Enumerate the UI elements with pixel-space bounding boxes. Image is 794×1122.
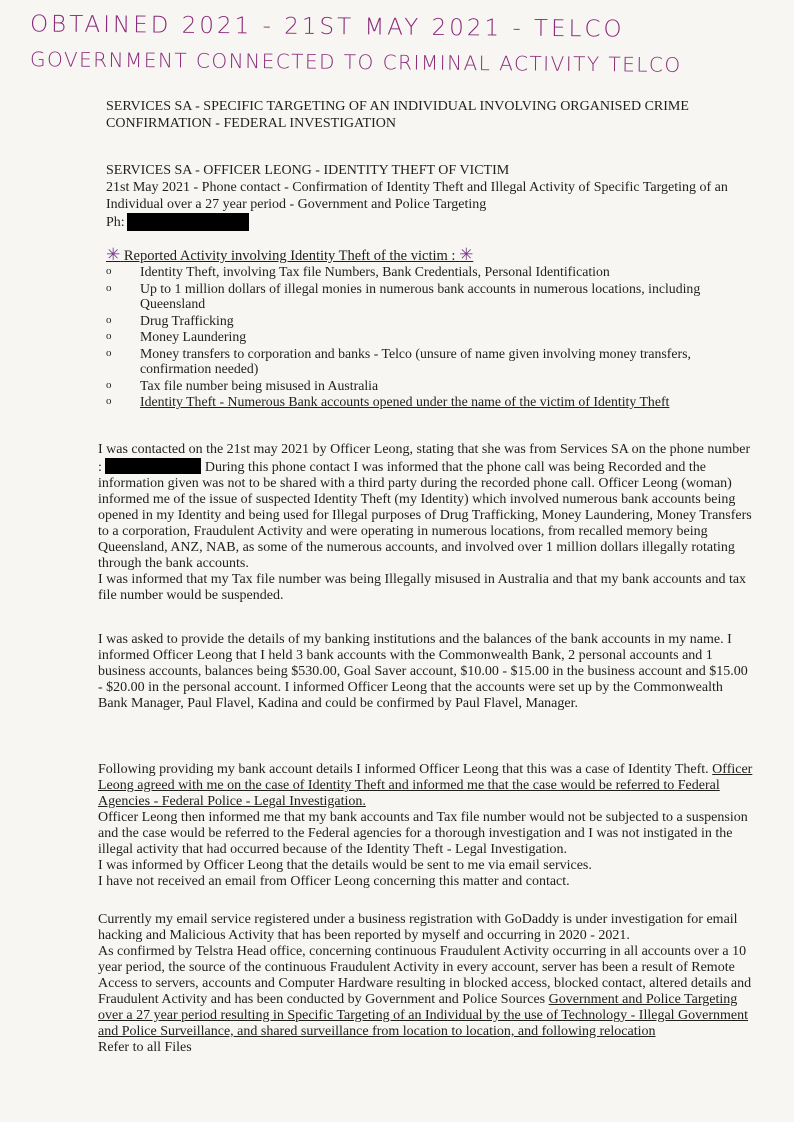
paragraph-identity-theft xyxy=(98,762,754,890)
paragraph-text: During this phone contact I was informed that the phone call was being Recorded and the information given was not to be shared with a third party during the recorded phone call. Officer Leong (woman) informed me of the issue of suspected Identity Theft (my Identity) which involved numerous bank accounts being opened in my Identity and being used for Illegal purposes of Drug Trafficking, Money Laundering, Money Transfers to a corporation, Fraudulent Activity and were operating in numerous locations, from recalled memory being Queensland, ANZ, NAB, as some of the numerous accounts, and involved over 1 million dollars illegally rotating through the bank accounts. xyxy=(98,460,752,571)
list-item: o Money Laundering xyxy=(100,329,760,345)
paragraph-contact xyxy=(98,442,754,604)
redacted-phone-block xyxy=(127,213,249,231)
paragraph-text: I was informed that my Tax file number was being Illegally misused in Australia and that my bank accounts and tax file number would be suspended. xyxy=(98,572,747,603)
list-item: o Identity Theft, involving Tax file Numbers, Bank Credentials, Personal Identification xyxy=(100,264,760,280)
redacted-phone-block xyxy=(105,458,201,474)
list-item: o Drug Trafficking xyxy=(100,313,760,329)
paragraph-banking: I was asked to provide the details of my banking institutions and the balances of the bank accounts in my name. I informed Officer Leong that I held 3 bank accounts with the Commonwealth Bank, 2 personal accounts and 1 business accounts, balances being $530.00, Goal Saver account, $10.00 - $15.00 in the business account and $15.00 - $20.00 in the personal account. I informed Officer Leong that the accounts were set up by the Commonwealth Bank Manager, Paul Flavel, Kadina and could be confirmed by Paul Flavel, Manager. xyxy=(98,632,748,711)
section-subtitle: 21st May 2021 - Phone contact - Confirmation of Identity Theft and Illegal Activity of Specific Targeting of an Individual over a 27 year period - Government and Police Targeting xyxy=(106,180,728,212)
section-title: SERVICES SA - OFFICER LEONG - IDENTITY THEFT OF VICTIM xyxy=(106,163,510,178)
star-mark-icon: ✳ xyxy=(106,245,121,265)
paragraph-text: Officer Leong then informed me that my bank accounts and Tax file number would not be subjected to a suspension and the case would be referred to the Federal agencies for a thorough investigation and I was not instigated in the illegal activity that had occurred because of the Identity Theft - Legal Investigation. xyxy=(98,810,748,857)
list-item: o Tax file number being misused in Australia xyxy=(100,378,760,394)
section-header xyxy=(106,162,766,231)
document-heading: SERVICES SA - SPECIFIC TARGETING OF AN INDIVIDUAL INVOLVING ORGANISED CRIME CONFIRMATION - FEDERAL INVESTIGATION xyxy=(106,99,689,131)
paragraph-text: I have not received an email from Officer Leong concerning this matter and contact. xyxy=(98,874,570,889)
underlined-text: Government and Police Targeting over a 27 year period resulting in Specific Targeting of an Individual by the use of Technology - Illegal Government and Police Surveillance, and shared surveillance from location to location, and following relocation xyxy=(98,992,749,1039)
paragraph-text: As confirmed by Telstra Head office, concerning continuous Fraudulent Activity occurring in all accounts over a 10 year period, the source of the continuous Fraudulent Activity in every account, server has been a result of Remote Access to servers, accounts and Computer Hardware resulting in blocked access, blocked contact, altered details and Fraudulent Activity and has been conducted by Government and Police Sources xyxy=(98,944,752,1007)
activity-list xyxy=(100,264,760,411)
paragraph-text: Following providing my bank account details I informed Officer Leong that this was a case of Identity Theft. xyxy=(98,762,713,777)
list-item: o Money transfers to corporation and banks - Telco (unsure of name given involving money transfers, confirmation needed) xyxy=(100,346,760,377)
paragraph-text: I was contacted on the 21st may 2021 by Officer Leong, stating that she was from Services SA on the phone number : xyxy=(98,442,751,475)
reported-activity-heading xyxy=(106,245,473,265)
reported-activity-label: Reported Activity involving Identity Theft of the victim : xyxy=(123,248,456,264)
paragraph-email xyxy=(98,912,754,1056)
star-mark-icon: ✳ xyxy=(459,245,474,265)
list-item: o Up to 1 million dollars of illegal monies in numerous bank accounts in numerous locations, including Queensland xyxy=(100,281,760,312)
paragraph-text: Refer to all Files xyxy=(98,1040,192,1055)
list-item: o Identity Theft - Numerous Bank accounts opened under the name of the victim of Identity Theft xyxy=(100,394,760,410)
paragraph-text: Currently my email service registered under a business registration with GoDaddy is under investigation for email hacking and Malicious Activity that has been reported by myself and occurring in 2020 - 2021. xyxy=(98,912,738,943)
paragraph-text: I was informed by Officer Leong that the details would be sent to me via email services. xyxy=(98,858,592,873)
underlined-text: Officer Leong agreed with me on the case of Identity Theft and informed me that the case would be referred to Federal Agencies - Federal Police - Legal Investigation. xyxy=(98,762,753,809)
handwritten-note-line1: OBTAINED 2021 - 21ST MAY 2021 - TELCO xyxy=(29,11,625,43)
phone-label: Ph: xyxy=(106,214,125,230)
handwritten-note-line2: GOVERNMENT CONNECTED TO CRIMINAL ACTIVITY TELCO xyxy=(29,47,682,77)
phone-line xyxy=(106,213,766,231)
